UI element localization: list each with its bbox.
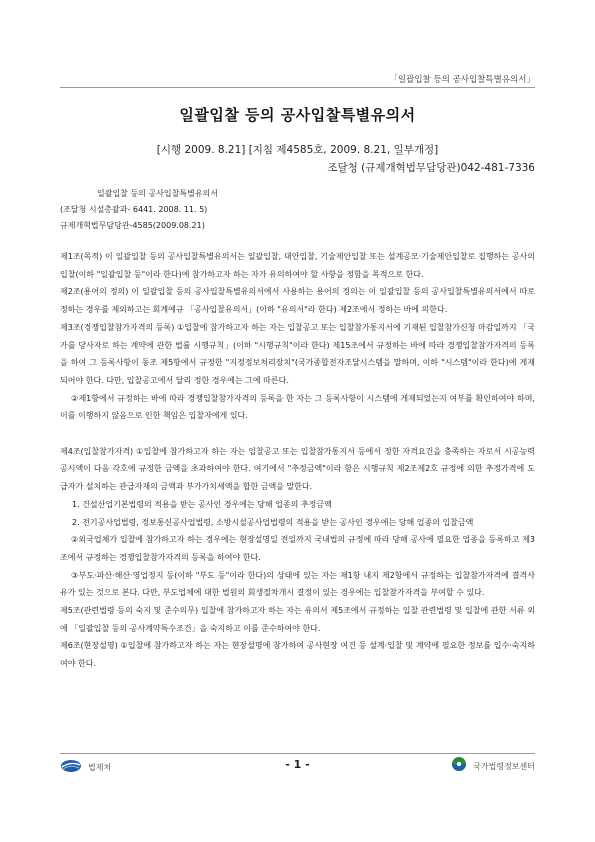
enactment-info: [시행 2009. 8.21] [지침 제4585호, 2009. 8.21, 일부개정] — [156, 144, 439, 156]
footer-left-label: 법제처 — [88, 763, 112, 772]
footer-right — [451, 756, 535, 776]
header-doc-tag: 「일괄입찰 등의 공사입찰특별유의서」 — [389, 75, 535, 85]
meta-line2: 규제개혁법무담당관-4585(2009.08.21) — [60, 221, 205, 230]
meta-block — [60, 186, 535, 234]
footer-rule — [60, 753, 535, 754]
article-2: 제2조(용어의 정의) 이 일괄입찰 등의 공사입찰특별유의서에서 사용하는 용어의 정의는 이 일괄입찰 등의 공사입찰특별유의서에서 따로 정하는 경우를 제외하고는 회계예규 「공사입찰유의서」(이하 "유의서"라 한다) 제2조에서 정하는 바에 의한다. — [60, 287, 535, 315]
page-number: - 1 - — [285, 758, 310, 771]
doc-body — [60, 248, 535, 673]
doc-title: 일괄입찰 등의 공사입찰특별유의서 — [179, 106, 416, 124]
footer-right-label: 국가법령정보센터 — [473, 761, 535, 771]
article-1: 제1조(목적) 이 일괄입찰 등의 공사입찰특별유의서는 일괄입찰, 대안입찰, 기술제안입찰 또는 설계공모·기술제안입찰로 집행하는 공사의 입찰(이하 "일괄입찰 등"이라 한다)에 참가하고자 하는 자가 유의하여야 할 사항을 정함을 목적으로 한다. — [60, 252, 535, 279]
article-3: 제3조(경쟁입찰참가자격의 등록) ①입찰에 참가하고자 하는 자는 입찰공고 또는 입찰참가통지서에 기재된 입찰참가신청 마감일까지 「국가를 당사자로 하는 계약에 관한 법률 시행규칙」(이하 "시행규칙"이라 한다) 제15조에서 규정하는 바에 따라 경쟁입찰참가자격의 등록을 하여 그 등록사항이 동조 제5항에서 규정한 "지정정보처리장치"(국가종합전자조달시스템을 말하며, 이하 "시스템"이라 한다)에 게재되어야 한다. 다만, 입찰공고에서 달리 정한 경우에는 그에 따른다. — [60, 322, 535, 385]
meta-name: 일괄입찰 등의 공사입찰특별유의서 — [97, 189, 219, 198]
article-6: 제6조(현장설명) ①입찰에 참가하고자 하는 자는 현장설명에 참가하여 공사현장 여건 등 설계·입찰 및 계약에 필요한 정보를 입수·숙지하여야 한다. — [60, 641, 535, 669]
article-4-para-2: ②외국업체가 입찰에 참가하고자 하는 경우에는 현장설명일 전일까지 국내법의 규정에 따라 당해 공사에 필요한 업종을 등록하고 제3조에서 규정하는 경쟁입찰참가자격의 등록을 하여야 한다. — [60, 535, 535, 562]
article-3-para-2: ②제1항에서 규정하는 바에 따라 경쟁입찰참가자격의 등록을 한 자는 그 등록사항이 시스템에 게재되었는지 여부를 확인하여야 하며, 이를 이행하지 않음으로 인한 책임은 입찰자에게 있다. — [60, 393, 535, 421]
article-4-item-2: 2. 전기공사업법령, 정보통신공사업법령, 소방시설공사업법령의 적용을 받는 공사인 경우에는 당해 업종의 입찰금액 — [72, 517, 474, 527]
article-5: 제5조(관련법령 등의 숙지 및 준수의무) 입찰에 참가하고자 하는 자는 유의서 제5조에서 규정하는 입찰 관련법령 및 입찰에 관한 서류 외에 「일괄입찰 등의 공사계약특수조건」을 숙지하고 이를 준수하여야 한다. — [60, 606, 535, 633]
agency-contact: 조달청 (규제개혁법무담당관)042-481-7336 — [327, 162, 535, 174]
article-4-para-3: ③부도·파산·해산·영업정지 등(이하 "부도 등"이라 한다)의 상태에 있는 자는 제1항 내지 제2항에서 규정하는 입찰참가자격에 결격사유가 있는 것으로 본다. 다만, 부도업체에 대한 법원의 회생절차개시 결정이 있는 경우에는 입찰참가자격을 부여할 수 있다. — [60, 570, 535, 598]
header-rule — [60, 87, 535, 88]
meta-line1: (조달청 시설총괄과- 6441. 2008. 11. 5) — [60, 205, 208, 214]
article-4-item-1: 1. 건설산업기본법령의 적용을 받는 공사인 경우에는 당해 업종의 추정금액 — [72, 499, 332, 509]
article-4: 제4조(입찰참가자격) ①입찰에 참가하고자 하는 자는 입찰공고 또는 입찰참가통지서 등에서 정한 자격요건을 충족하는 자로서 시공능력공시액이 다음 각호에 규정한 금액을 초과하여야 한다. 여기에서 "추정금액"이라 함은 시행규칙 제2조제2호 규정에 의한 추정가격에 도급자가 설치하는 관급자재의 금액과 부가가치세액을 합한 금액을 말한다. — [60, 446, 535, 492]
law-center-logo-icon — [451, 756, 467, 776]
paragraph-gap — [60, 425, 535, 443]
